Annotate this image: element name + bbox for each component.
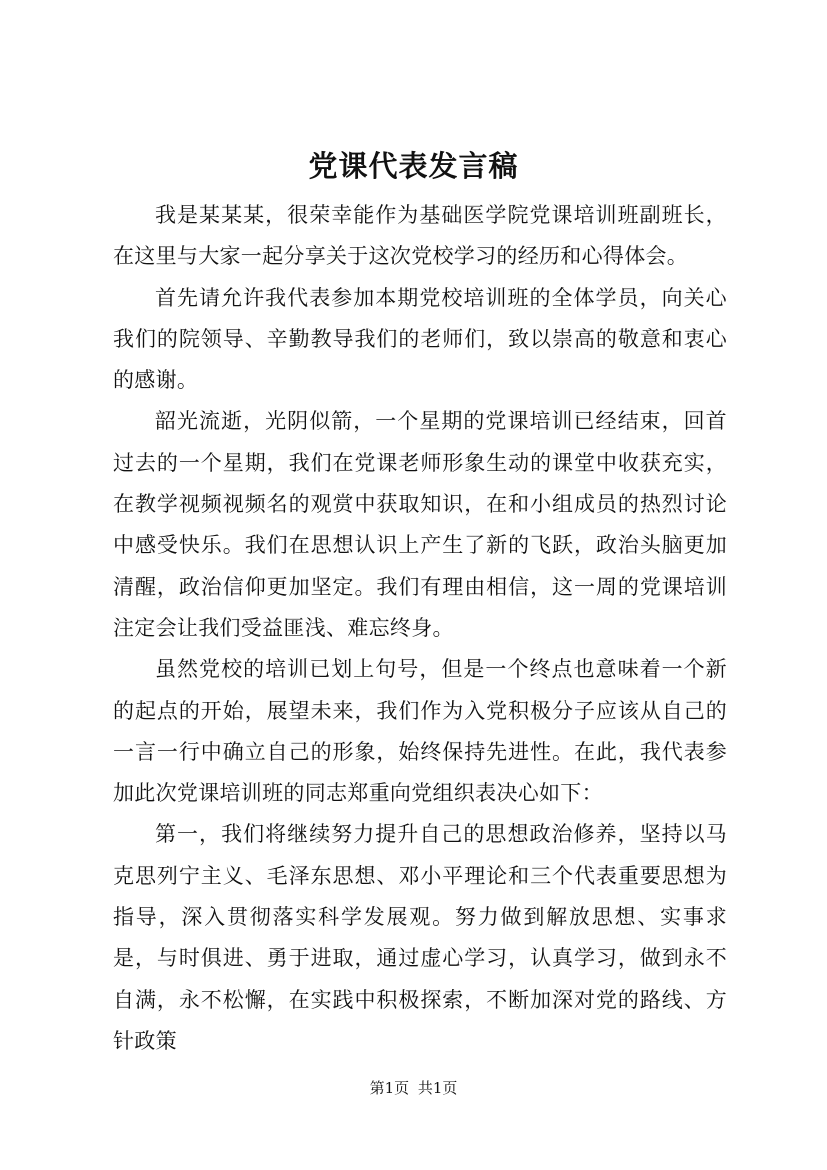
paragraph-5: 第一，我们将继续努力提升自己的思想政治修养，坚持以马克思列宁主义、毛泽东思想、邓小平理论和三个代表重要思想为指导，深入贯彻落实科学发展观。努力做到解放思想、实事求是，与时俱进、勇于进取，通过虚心学习，认真学习，做到永不自满，永不松懈，在实践中积极探索，不断加深对党的路线、方针政策: [113, 822, 727, 1053]
paragraph-2: 首先请允许我代表参加本期党校培训班的全体学员，向关心我们的院领导、辛勤教导我们的老师们，致以崇高的敬意和衷心的感谢。: [113, 285, 727, 393]
paragraph-3: 韶光流逝，光阴似箭，一个星期的党课培训已经结束，回首过去的一个星期，我们在党课老师形象生动的课堂中收获充实，在教学视频视频名的观赏中获取知识，在和小组成员的热烈讨论中感受快乐。我们在思想认识上产生了新的飞跃，政治头脑更加清醒，政治信仰更加坚定。我们有理由相信，这一周的党课培训注定会让我们受益匪浅、难忘终身。: [113, 409, 727, 640]
paragraph-4: 虽然党校的培训已划上句号，但是一个终点也意味着一个新的起点的开始，展望未来，我们作为入党积极分子应该从自己的一言一行中确立自己的形象，始终保持先进性。在此，我代表参加此次党课培训班的同志郑重向党组织表决心如下：: [113, 657, 727, 806]
page-footer: [0, 1078, 827, 1098]
page-total: 共1页: [417, 1079, 458, 1097]
page-number: 第1页: [369, 1079, 410, 1097]
document-title: 党课代表发言稿: [308, 149, 519, 183]
paragraph-1: 我是某某某，很荣幸能作为基础医学院党课培训班副班长，在这里与大家一起分享关于这次党校学习的经历和心得体会。: [113, 203, 727, 269]
document-body: [113, 195, 727, 1062]
